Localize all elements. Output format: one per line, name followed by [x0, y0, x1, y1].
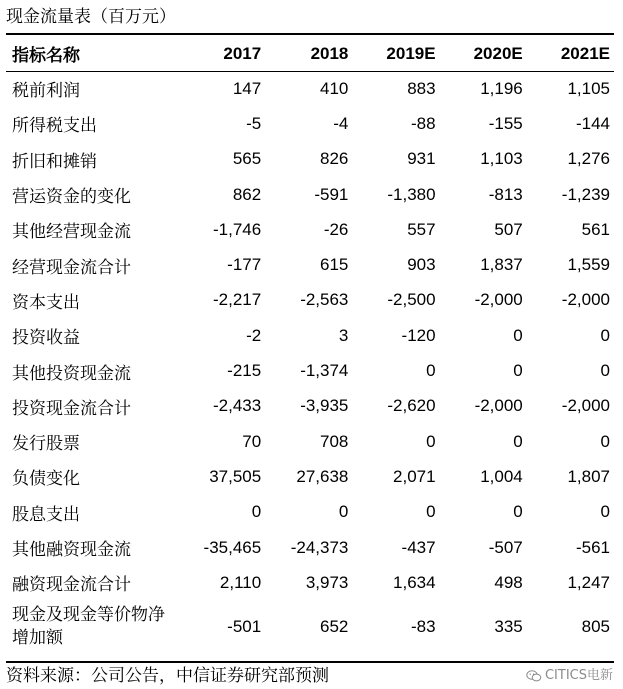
- row-value: 410: [320, 78, 349, 98]
- row-value: -144: [575, 113, 610, 133]
- row-value: -215: [227, 361, 262, 381]
- row-value: 3: [338, 325, 349, 345]
- row-value: 0: [513, 361, 523, 381]
- table-row: [6, 353, 614, 388]
- row-value: -2,433: [213, 396, 262, 416]
- table-title: 现金流量表（百万元）: [6, 7, 176, 27]
- row-value: -24,373: [290, 537, 349, 557]
- row-value: 0: [600, 325, 610, 345]
- row-value: 557: [407, 219, 436, 239]
- table-row: [6, 459, 614, 494]
- cash-flow-table: [6, 36, 614, 653]
- row-value: 883: [407, 78, 436, 98]
- row-value: 1,247: [567, 572, 610, 592]
- row-label: 税前利润: [12, 81, 80, 102]
- row-value: 931: [407, 149, 436, 169]
- row-value: -2,000: [561, 290, 610, 310]
- table-row: [6, 530, 614, 565]
- table-row: [6, 318, 614, 353]
- table-row: [6, 247, 614, 282]
- table-row: [6, 142, 614, 177]
- row-value: -2,000: [561, 396, 610, 416]
- row-label: 股息支出: [12, 504, 80, 525]
- column-header-2019e: 2019E: [386, 43, 436, 63]
- row-value: 0: [426, 431, 436, 451]
- row-value: -1,380: [387, 184, 436, 204]
- row-label: 营运资金的变化: [12, 187, 131, 208]
- row-value: 1,837: [480, 255, 523, 275]
- row-value: 0: [513, 431, 523, 451]
- row-label: 现金及现金等价物净增加额: [12, 604, 165, 648]
- row-value: 70: [242, 431, 262, 451]
- row-value: 0: [338, 502, 349, 522]
- row-value: -437: [401, 537, 436, 557]
- row-value: 1,103: [480, 149, 523, 169]
- row-value: 0: [251, 502, 262, 522]
- row-value: -5: [246, 113, 262, 133]
- row-value: -177: [227, 255, 262, 275]
- row-value: 3,973: [305, 572, 349, 592]
- row-value: 0: [426, 361, 436, 381]
- row-value: 615: [320, 255, 349, 275]
- row-value: 37,505: [209, 466, 262, 486]
- row-value: 903: [407, 255, 436, 275]
- row-label: 投资收益: [12, 328, 80, 349]
- row-value: 0: [513, 502, 523, 522]
- row-label: 所得税支出: [12, 116, 97, 137]
- row-value: 652: [320, 616, 349, 636]
- watermark: [526, 664, 613, 688]
- row-label: 融资现金流合计: [12, 575, 131, 596]
- row-label: 资本支出: [12, 292, 80, 313]
- row-value: 27,638: [296, 466, 349, 486]
- row-value: 147: [232, 78, 262, 98]
- row-value: -2,620: [387, 396, 436, 416]
- row-value: -1,374: [300, 361, 349, 381]
- column-header-2018: 2018: [310, 43, 349, 63]
- row-value: -507: [488, 537, 523, 557]
- table-row: [6, 283, 614, 318]
- row-value: 826: [320, 149, 349, 169]
- table-row: [6, 106, 614, 141]
- row-value: -3,935: [300, 396, 349, 416]
- row-label: 其他融资现金流: [12, 540, 131, 560]
- row-label: 负债变化: [12, 469, 80, 490]
- row-label: 经营现金流合计: [12, 257, 131, 278]
- wechat-icon: [526, 670, 542, 682]
- row-value: 1,276: [567, 149, 610, 169]
- table-row: [6, 565, 614, 600]
- row-value: 0: [513, 325, 523, 345]
- row-value: 1,105: [567, 78, 610, 98]
- row-value: 335: [494, 616, 523, 636]
- row-value: -591: [314, 184, 349, 204]
- row-value: 0: [426, 502, 436, 522]
- watermark-text: CITICS电新: [544, 668, 613, 683]
- row-value: -4: [333, 113, 349, 133]
- row-label: 投资现金流合计: [12, 398, 131, 419]
- row-value: -2: [246, 325, 262, 345]
- column-header-metric: 指标名称: [12, 46, 80, 66]
- row-value: 498: [494, 572, 523, 592]
- row-value: 708: [320, 431, 349, 451]
- header-row: [6, 36, 614, 71]
- row-value: -2,217: [213, 290, 262, 310]
- row-value: 565: [232, 149, 262, 169]
- row-value: -1,239: [561, 184, 610, 204]
- row-value: 1,807: [567, 466, 610, 486]
- source-note: 资料来源：公司公告，中信证券研究部预测: [6, 666, 329, 686]
- row-value: -813: [488, 184, 523, 204]
- bottom-rule: [6, 661, 614, 663]
- row-value: 1,004: [480, 466, 523, 486]
- row-value: 1,196: [480, 78, 523, 98]
- row-value: 805: [581, 616, 610, 636]
- row-value: -2,000: [474, 290, 523, 310]
- row-label: 其他经营现金流: [12, 222, 131, 243]
- row-value: -26: [323, 219, 349, 239]
- row-value: -155: [488, 113, 523, 133]
- table-row: [6, 212, 614, 247]
- column-header-2020e: 2020E: [473, 43, 523, 63]
- row-value: 0: [600, 502, 610, 522]
- row-value: -1,746: [213, 219, 262, 239]
- row-value: -561: [575, 537, 610, 557]
- row-value: -88: [411, 113, 436, 133]
- table-row: [6, 177, 614, 212]
- row-value: -35,465: [203, 537, 262, 557]
- table-row: [6, 600, 614, 653]
- row-value: 1,634: [393, 572, 436, 592]
- row-value: -2,500: [387, 290, 436, 310]
- column-header-2021e: 2021E: [560, 43, 610, 63]
- row-value: -83: [411, 616, 436, 636]
- row-value: 561: [581, 219, 610, 239]
- row-value: 507: [494, 219, 523, 239]
- table-row: [6, 71, 614, 106]
- row-label: 发行股票: [12, 434, 80, 455]
- row-label: 其他投资现金流: [12, 363, 131, 384]
- row-value: -2,563: [300, 290, 349, 310]
- row-label: 折旧和摊销: [12, 151, 97, 172]
- row-value: -501: [227, 616, 262, 636]
- row-value: -120: [401, 325, 436, 345]
- row-value: -2,000: [474, 396, 523, 416]
- row-value: 2,110: [219, 572, 262, 592]
- table-row: [6, 389, 614, 424]
- top-rule: [6, 33, 614, 35]
- row-value: 0: [600, 361, 610, 381]
- row-value: 862: [232, 184, 262, 204]
- row-value: 0: [600, 431, 610, 451]
- column-header-2017: 2017: [223, 43, 262, 63]
- table-row: [6, 424, 614, 459]
- row-value: 2,071: [393, 466, 436, 486]
- row-value: 1,559: [567, 255, 610, 275]
- table-row: [6, 495, 614, 530]
